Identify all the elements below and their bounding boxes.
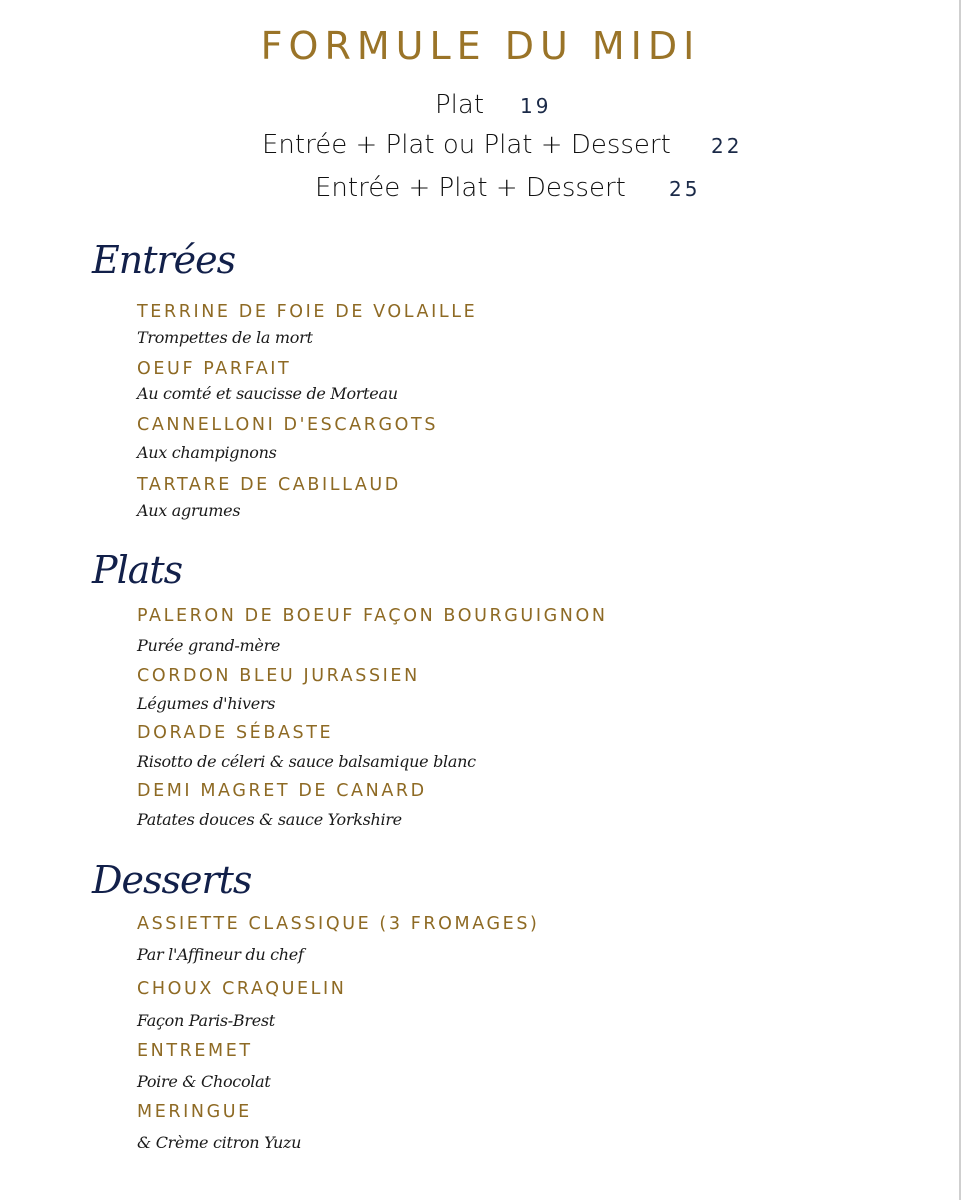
menu-item-description: Patates douces & sauce Yorkshire — [137, 810, 402, 829]
menu-item-description: Purée grand-mère — [137, 636, 281, 655]
menu-item-name: MERINGUE — [137, 1102, 252, 1122]
menu-item-description: Aux agrumes — [137, 501, 241, 520]
formula-price: 19 — [520, 94, 552, 118]
menu-item-name: CANNELLONI D'ESCARGOTS — [137, 415, 439, 435]
formula-label: Entrée + Plat ou Plat + Dessert — [262, 130, 671, 160]
section-title-plats: Plats — [92, 548, 183, 592]
menu-item-name: TARTARE DE CABILLAUD — [137, 475, 401, 495]
formula-label: Plat — [435, 90, 485, 120]
menu-item-description: & Crème citron Yuzu — [137, 1133, 302, 1152]
page-title: FORMULE DU MIDI — [260, 24, 701, 68]
menu-item-name: CORDON BLEU JURASSIEN — [137, 666, 420, 686]
menu-item-description: Légumes d'hivers — [137, 694, 276, 713]
section-title-desserts: Desserts — [92, 858, 252, 902]
formula-entree-plat-dessert — [0, 173, 961, 207]
menu-item-description: Par l'Affineur du chef — [137, 945, 304, 964]
menu-item-name: ENTREMET — [137, 1041, 253, 1061]
menu-item-name: TERRINE DE FOIE DE VOLAILLE — [137, 302, 478, 322]
section-title-entrees: Entrées — [92, 238, 236, 282]
menu-item-name: DORADE SÉBASTE — [137, 723, 334, 743]
menu-item-description: Risotto de céleri & sauce balsamique blanc — [137, 752, 476, 771]
formula-price: 25 — [669, 177, 701, 201]
menu-item-name: ASSIETTE CLASSIQUE (3 FROMAGES) — [137, 914, 540, 934]
menu-item-description: Au comté et saucisse de Morteau — [137, 384, 398, 403]
formula-label: Entrée + Plat + Dessert — [315, 173, 626, 203]
formula-entree-plat-ou-plat-dessert — [0, 130, 961, 164]
menu-item-name: PALERON DE BOEUF FAÇON BOURGUIGNON — [137, 606, 608, 626]
menu-item-description: Poire & Chocolat — [137, 1072, 271, 1091]
formula-plat — [0, 90, 961, 124]
menu-item-description: Façon Paris-Brest — [137, 1011, 275, 1030]
menu-item-name: OEUF PARFAIT — [137, 359, 292, 379]
formula-price: 22 — [711, 134, 743, 158]
menu-item-description: Aux champignons — [137, 443, 277, 462]
menu-item-name: CHOUX CRAQUELIN — [137, 979, 347, 999]
menu-item-name: DEMI MAGRET DE CANARD — [137, 781, 427, 801]
menu-item-description: Trompettes de la mort — [137, 328, 313, 347]
